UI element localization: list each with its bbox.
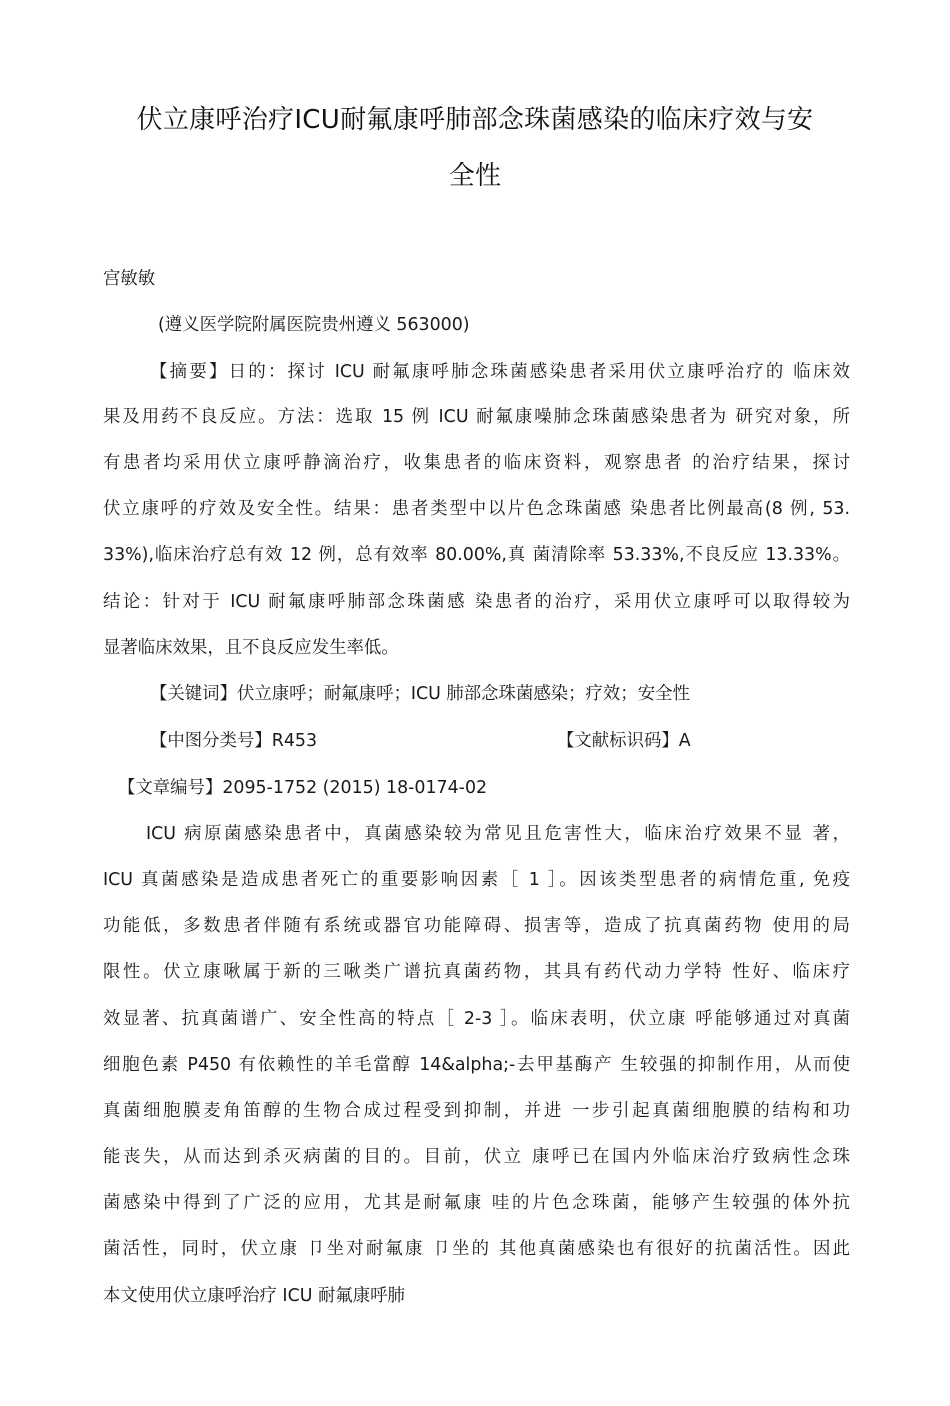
body-line: 能丧失，从而达到杀灭病菌的目的。目前，伏立 康呼已在国内外临床治疗致病性念珠 [103, 1147, 850, 1167]
abstract-line: 【摘要】日的：探讨 ICU 耐氟康呼肺念珠菌感染患者采用伏立康呼治疗的 临床效 [150, 362, 850, 382]
body-line: 本文使用伏立康呼治疗 ICU 耐氟康呼肺 [103, 1286, 405, 1306]
body-line: ICU 真菌感染是造成患者死亡的重要影响因素［ 1 ］。因该类型患者的病情危重, 免疫 [103, 870, 850, 890]
abstract-line: 果及用药不良反应。方法：选取 15 例 ICU 耐氟康噪肺念珠菌感染患者为 研究对象，所 [103, 407, 850, 427]
body-line: 效显著、抗真菌谱广、安全性高的特点［ 2-3 ］。临床表明，伏立康 呼能够通过对真菌 [103, 1009, 850, 1029]
abstract-line: 结论：针对于 ICU 耐氟康呼肺部念珠菌感 染患者的治疗，采用伏立康呼可以取得较为 [103, 592, 850, 612]
body-line: 细胞色素 P450 有依赖性的羊毛當醇 14&alpha;-去甲基酶产 生较强的抑制作用，从而使 [103, 1055, 850, 1075]
author-name: 宫敏敏 [103, 269, 156, 289]
article-number: 【文章编号】2095-1752 (2015) 18-0174-02 [118, 778, 488, 798]
abstract-line: 显著临床效果，且不良反应发生率低。 [103, 638, 399, 658]
body-line: 菌活性，同时，伏立康 卩坐对耐氟康 卩坐的 其他真菌感染也有很好的抗菌活性。因此 [103, 1239, 850, 1259]
keywords: 【关键词】伏立康呼；耐氟康呼；ICU 肺部念珠菌感染；疗效；安全性 [150, 684, 690, 704]
body-line: 真菌细胞膜麦角笛醇的生物合成过程受到抑制，并进 一步引起真菌细胞膜的结构和功 [103, 1101, 850, 1121]
body-line: 限性。伏立康啾属于新的三啾类广谱抗真菌药物，其具有药代动力学特 性好、临床疗 [103, 962, 850, 982]
body-line: ICU 病原菌感染患者中，真菌感染较为常见且危害性大，临床治疗效果不显 著， [146, 824, 850, 844]
abstract-line: 伏立康呼的疗效及安全性。结果：患者类型中以片色念珠菌感 染患者比例最高(8 例, 53. [103, 499, 850, 519]
body-line: 功能低，多数患者伴随有系统或器官功能障碍、损害等，造成了抗真菌药物 使用的局 [103, 916, 850, 936]
author-affiliation: (遵义医学院附属医院贵州遵义 563000) [158, 315, 470, 335]
abstract-line: 有患者均采用伏立康呼静滴治疗，收集患者的临床资料，观察患者 的治疗结果，探讨 [103, 453, 850, 473]
clc-number: 【中图分类号】R453 [150, 731, 318, 751]
document-code: 【文献标识码】A [557, 731, 691, 751]
abstract-line: 33%),临床治疗总有效 12 例，总有效率 80.00%,真 菌清除率 53.33%,不良反应 13.33%。 [103, 545, 850, 565]
paper-title [90, 92, 860, 204]
paper-title-line-2: 全性 [448, 161, 502, 191]
body-line: 菌感染中得到了广泛的应用，尤其是耐氟康 哇的片色念珠菌，能够产生较强的体外抗 [103, 1193, 850, 1213]
paper-title-line-1: 伏立康呼治疗ICU耐氟康呼肺部念珠菌感染的临床疗效与安 [136, 105, 814, 135]
